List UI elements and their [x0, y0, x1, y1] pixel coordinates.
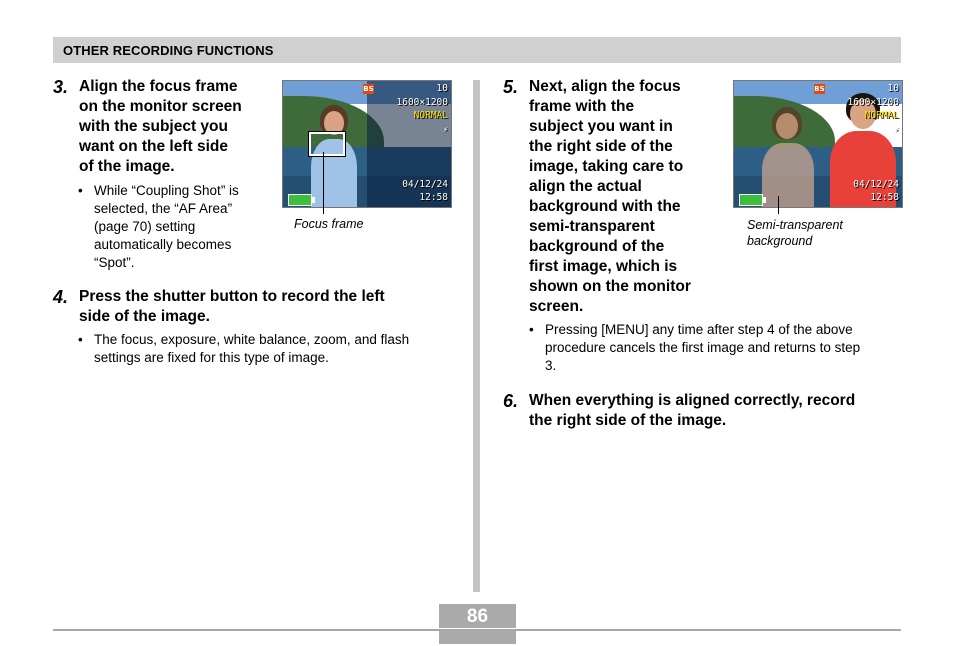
step-6-line: When everything is aligned correctly, record	[529, 392, 856, 409]
step-5-line: semi-transparent	[529, 218, 655, 235]
step-5-line: background of the	[529, 238, 665, 255]
step-3-line: on the monitor screen	[79, 98, 242, 115]
caption-line: Semi-transparent	[747, 218, 843, 232]
section-title: OTHER RECORDING FUNCTIONS	[63, 43, 274, 58]
step-5-line: the right side of the	[529, 138, 673, 155]
step-6-line: the right side of the image.	[529, 412, 727, 429]
monitor-preview-left-subject	[282, 80, 452, 208]
photo-time: 12:58	[870, 192, 899, 203]
step-5-line: image, taking care to	[529, 158, 684, 175]
focus-frame	[309, 132, 345, 156]
step-3-instruction	[79, 77, 242, 177]
step-3-line: with the subject you	[79, 118, 228, 135]
image-resolution: 1600×1200	[396, 97, 448, 108]
photo-date: 04/12/24	[402, 179, 448, 190]
bs-mode-badge: BS	[363, 85, 374, 93]
step-4-line: side of the image.	[79, 308, 210, 325]
photo-date: 04/12/24	[853, 179, 899, 190]
page-number-box	[439, 604, 516, 628]
step-3-line: of the image.	[79, 158, 175, 175]
step-5-note	[529, 321, 861, 375]
photo-translucent-subject-body	[762, 143, 814, 208]
step-4-instruction	[79, 287, 385, 327]
image-quality: NORMAL	[413, 110, 448, 121]
step-5-line: frame with the	[529, 98, 635, 115]
step-5-note-line: 3.	[545, 358, 557, 373]
step-6-instruction	[529, 391, 855, 431]
step-5-line: shown on the monitor	[529, 278, 691, 295]
step-4-note-line: settings are fixed for this type of image.	[94, 350, 329, 365]
step-5-line: screen.	[529, 298, 584, 315]
step-4-number: 4.	[53, 287, 69, 307]
step-4-line: Press the shutter button to record the left	[79, 288, 385, 305]
image-resolution: 1600×1200	[847, 97, 899, 108]
step-5-note-line: procedure cancels the first image and returns to step	[545, 340, 861, 355]
bullet-dot: •	[529, 322, 534, 337]
semi-transparent-caption	[747, 217, 843, 249]
battery-icon	[288, 194, 312, 206]
page-number: 86	[466, 606, 489, 627]
step-3-note-line: automatically becomes	[94, 237, 232, 252]
step-3-line: Align the focus frame	[79, 78, 238, 95]
focus-frame-caption: Focus frame	[294, 217, 364, 231]
step-5-line: background with the	[529, 198, 681, 215]
battery-icon	[739, 194, 763, 206]
monitor-preview-right-subject	[733, 80, 903, 208]
bullet-dot: •	[78, 332, 83, 347]
step-5-note-line: Pressing [MENU] any time after step 4 of the above	[545, 322, 853, 337]
step-5-number: 5.	[503, 77, 519, 97]
flash-icon: ⚡	[443, 125, 448, 134]
step-5-instruction	[529, 77, 691, 317]
step-3-note-line: selected, the “AF Area”	[94, 201, 233, 216]
step-4-note-line: The focus, exposure, white balance, zoom, and flash	[94, 332, 410, 347]
shot-counter: 10	[436, 83, 448, 94]
bullet-dot: •	[78, 183, 83, 198]
image-quality: NORMAL	[864, 110, 899, 121]
column-divider	[473, 80, 480, 592]
shot-counter: 10	[887, 83, 899, 94]
step-6-number: 6.	[503, 391, 519, 411]
photo-translucent-subject-face	[776, 113, 798, 139]
focus-frame-callout-line	[323, 152, 324, 214]
step-3-number: 3.	[53, 77, 69, 97]
step-3-note-line: (page 70) setting	[94, 219, 196, 234]
step-3-note	[78, 182, 239, 272]
step-5-line: subject you want in	[529, 118, 673, 135]
step-5-line: align the actual	[529, 178, 642, 195]
step-3-line: want on the left side	[79, 138, 228, 155]
section-header-bar	[53, 37, 901, 63]
caption-line: background	[747, 234, 813, 248]
background-callout-line	[778, 196, 779, 214]
step-3-note-line: While “Coupling Shot” is	[94, 183, 239, 198]
step-4-note	[78, 331, 410, 367]
bs-mode-badge: BS	[814, 85, 825, 93]
flash-icon: ⚡	[894, 125, 899, 134]
photo-time: 12:58	[419, 192, 448, 203]
step-5-line: Next, align the focus	[529, 78, 681, 95]
step-3-note-line: “Spot”.	[94, 255, 135, 270]
page-number-box-lower	[439, 631, 516, 644]
step-5-line: first image, which is	[529, 258, 678, 275]
